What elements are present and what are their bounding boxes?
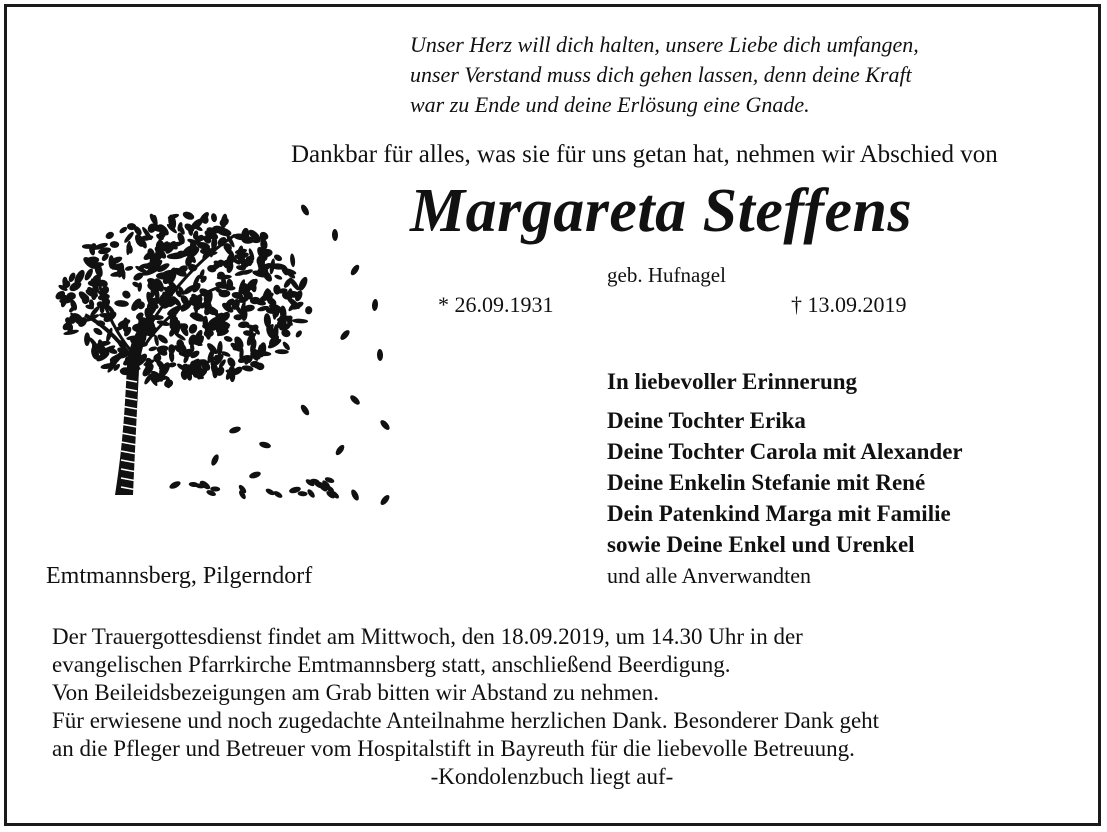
tree-icon (55, 195, 400, 520)
mourner-name: sowie Deine Enkel und Urenkel (607, 532, 915, 557)
deceased-name: Margareta Steffens (410, 177, 913, 245)
service-notice (52, 623, 1052, 791)
mourner-name: Deine Tochter Carola mit Alexander (607, 439, 963, 464)
poem-line: war zu Ende und deine Erlösung eine Gnade. (410, 92, 810, 117)
mourners-block (607, 366, 963, 591)
death-date: † 13.09.2019 (791, 292, 907, 317)
birth-date: * 26.09.1931 (438, 292, 554, 317)
mourner-name: Dein Patenkind Marga mit Familie (607, 501, 951, 526)
poem-line: Unser Herz will dich halten, unsere Liebe dich umfangen, (410, 32, 919, 57)
mourners-closing: und alle Anverwandten (607, 563, 812, 588)
notice-line: evangelischen Pfarrkirche Emtmannsberg statt, anschließend Beerdigung. (52, 652, 731, 677)
guestbook-note: -Kondolenzbuch liegt auf- (430, 764, 674, 789)
mourners-heading: In liebevoller Erinnerung (607, 369, 858, 394)
notice-line: Der Trauergottesdienst findet am Mittwoch, den 18.09.2019, um 14.30 Uhr in der (52, 624, 803, 649)
intro-text: Dankbar für alles, was sie für uns getan hat, nehmen wir Abschied von (291, 141, 998, 168)
maiden-name: geb. Hufnagel (607, 263, 726, 287)
mourner-name: Deine Tochter Erika (607, 408, 806, 433)
notice-line: an die Pfleger und Betreuer vom Hospitalstift in Bayreuth für die liebevolle Betreuung. (52, 736, 855, 761)
poem-line: unser Verstand muss dich gehen lassen, denn deine Kraft (410, 62, 912, 87)
poem (410, 30, 919, 120)
notice-line: Für erwiesene und noch zugedachte Anteilnahme herzlichen Dank. Besonderer Dank geht (52, 708, 880, 733)
mourner-name: Deine Enkelin Stefanie mit René (607, 470, 926, 495)
location: Emtmannsberg, Pilgerndorf (46, 563, 313, 589)
notice-line: Von Beileidsbezeigungen am Grab bitten wir Abstand zu nehmen. (52, 680, 660, 705)
